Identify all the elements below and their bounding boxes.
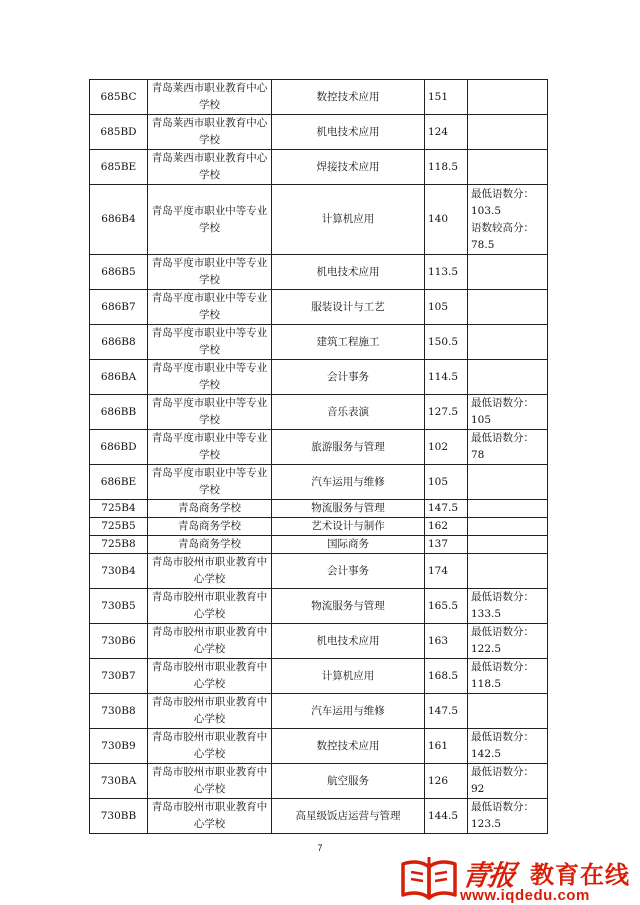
row-code: 725B5 (90, 518, 148, 536)
row-code: 686BE (90, 465, 148, 500)
row-school: 青岛莱西市职业教育中心学校 (148, 115, 272, 150)
table-row (90, 589, 548, 624)
row-score: 161 (425, 729, 468, 764)
row-code: 730B6 (90, 624, 148, 659)
row-score: 114.5 (425, 360, 468, 395)
row-code: 730BA (90, 764, 148, 799)
site-watermark (398, 853, 634, 903)
row-note (468, 255, 548, 290)
row-major: 旅游服务与管理 (272, 430, 425, 465)
row-school: 青岛商务学校 (148, 536, 272, 554)
watermark-title: 教育在线 (530, 861, 630, 889)
row-score: 168.5 (425, 659, 468, 694)
row-note (468, 290, 548, 325)
table-row (90, 659, 548, 694)
row-note (468, 536, 548, 554)
row-code: 730BB (90, 799, 148, 834)
row-major: 艺术设计与制作 (272, 518, 425, 536)
row-major: 物流服务与管理 (272, 589, 425, 624)
row-note: 最低语数分： 133.5 (468, 589, 548, 624)
row-score: 162 (425, 518, 468, 536)
row-note: 最低语数分： 103.5 语数较高分： 78.5 (468, 185, 548, 255)
row-note (468, 465, 548, 500)
row-score: 124 (425, 115, 468, 150)
row-score: 151 (425, 80, 468, 115)
row-score: 165.5 (425, 589, 468, 624)
row-code: 686BB (90, 395, 148, 430)
row-major: 会计事务 (272, 360, 425, 395)
table-row (90, 729, 548, 764)
row-major: 服装设计与工艺 (272, 290, 425, 325)
row-score: 126 (425, 764, 468, 799)
row-score: 105 (425, 465, 468, 500)
row-code: 725B8 (90, 536, 148, 554)
row-school: 青岛平度市职业中等专业学校 (148, 255, 272, 290)
row-score: 105 (425, 290, 468, 325)
row-school: 青岛市胶州市职业教育中心学校 (148, 589, 272, 624)
row-code: 730B5 (90, 589, 148, 624)
row-major: 机电技术应用 (272, 115, 425, 150)
row-score: 150.5 (425, 325, 468, 360)
row-code: 686B4 (90, 185, 148, 255)
watermark-url: www.iqdedu.com (460, 887, 590, 904)
page-number: 7 (317, 843, 323, 853)
row-school: 青岛市胶州市职业教育中心学校 (148, 729, 272, 764)
row-code: 725B4 (90, 500, 148, 518)
row-score: 140 (425, 185, 468, 255)
table-row (90, 554, 548, 589)
watermark-calligraphy: 青报 (459, 859, 517, 892)
row-score: 118.5 (425, 150, 468, 185)
row-note (468, 150, 548, 185)
row-major: 计算机应用 (272, 185, 425, 255)
row-school: 青岛平度市职业中等专业学校 (148, 360, 272, 395)
row-code: 685BE (90, 150, 148, 185)
row-score: 137 (425, 536, 468, 554)
row-major: 国际商务 (272, 536, 425, 554)
table-row (90, 624, 548, 659)
row-major: 机电技术应用 (272, 255, 425, 290)
row-major: 汽车运用与维修 (272, 465, 425, 500)
row-code: 730B4 (90, 554, 148, 589)
row-note: 最低语数分：105 (468, 395, 548, 430)
table-row (90, 500, 548, 518)
row-code: 730B7 (90, 659, 148, 694)
row-school: 青岛市胶州市职业教育中心学校 (148, 554, 272, 589)
row-code: 730B8 (90, 694, 148, 729)
row-major: 航空服务 (272, 764, 425, 799)
row-school: 青岛平度市职业中等专业学校 (148, 430, 272, 465)
row-code: 730B9 (90, 729, 148, 764)
row-code: 686BD (90, 430, 148, 465)
row-school: 青岛平度市职业中等专业学校 (148, 395, 272, 430)
row-major: 计算机应用 (272, 659, 425, 694)
row-school: 青岛商务学校 (148, 500, 272, 518)
row-major: 音乐表演 (272, 395, 425, 430)
row-note (468, 80, 548, 115)
table-row (90, 799, 548, 834)
table-row (90, 360, 548, 395)
row-code: 685BD (90, 115, 148, 150)
table-row (90, 465, 548, 500)
row-school: 青岛平度市职业中等专业学校 (148, 290, 272, 325)
row-school: 青岛市胶州市职业教育中心学校 (148, 694, 272, 729)
row-school: 青岛平度市职业中等专业学校 (148, 185, 272, 255)
row-score: 163 (425, 624, 468, 659)
row-school: 青岛平度市职业中等专业学校 (148, 325, 272, 360)
row-note (468, 554, 548, 589)
row-code: 686B7 (90, 290, 148, 325)
table-row (90, 395, 548, 430)
row-score: 102 (425, 430, 468, 465)
row-note (468, 360, 548, 395)
row-school: 青岛市胶州市职业教育中心学校 (148, 799, 272, 834)
row-school: 青岛市胶州市职业教育中心学校 (148, 764, 272, 799)
row-major: 会计事务 (272, 554, 425, 589)
row-note: 最低语数分： 142.5 (468, 729, 548, 764)
row-code: 685BC (90, 80, 148, 115)
row-note (468, 694, 548, 729)
row-note: 最低语数分： 122.5 (468, 624, 548, 659)
row-school: 青岛莱西市职业教育中心学校 (148, 80, 272, 115)
table-row (90, 518, 548, 536)
row-major: 焊接技术应用 (272, 150, 425, 185)
row-score: 147.5 (425, 500, 468, 518)
table-row (90, 115, 548, 150)
row-school: 青岛平度市职业中等专业学校 (148, 465, 272, 500)
row-code: 686B8 (90, 325, 148, 360)
row-major: 数控技术应用 (272, 729, 425, 764)
table-row (90, 764, 548, 799)
table-body (90, 80, 548, 834)
table-row (90, 536, 548, 554)
table-row (90, 185, 548, 255)
row-major: 汽车运用与维修 (272, 694, 425, 729)
table-row (90, 694, 548, 729)
row-note (468, 518, 548, 536)
row-code: 686BA (90, 360, 148, 395)
row-note: 最低语数分： 123.5 (468, 799, 548, 834)
row-note: 最低语数分：78 (468, 430, 548, 465)
row-school: 青岛市胶州市职业教育中心学校 (148, 624, 272, 659)
row-school: 青岛市胶州市职业教育中心学校 (148, 659, 272, 694)
row-score: 147.5 (425, 694, 468, 729)
row-note (468, 500, 548, 518)
row-score: 127.5 (425, 395, 468, 430)
row-note: 最低语数分： 118.5 (468, 659, 548, 694)
table-row (90, 255, 548, 290)
row-major: 高星级饭店运营与管理 (272, 799, 425, 834)
row-code: 686B5 (90, 255, 148, 290)
row-score: 113.5 (425, 255, 468, 290)
row-major: 建筑工程施工 (272, 325, 425, 360)
row-note (468, 325, 548, 360)
table-row (90, 325, 548, 360)
row-major: 数控技术应用 (272, 80, 425, 115)
row-school: 青岛莱西市职业教育中心学校 (148, 150, 272, 185)
table-row (90, 80, 548, 115)
admission-score-table (89, 79, 548, 834)
row-score: 144.5 (425, 799, 468, 834)
row-note (468, 115, 548, 150)
row-note: 最低语数分：92 (468, 764, 548, 799)
table-row (90, 430, 548, 465)
row-major: 物流服务与管理 (272, 500, 425, 518)
row-score: 174 (425, 554, 468, 589)
row-school: 青岛商务学校 (148, 518, 272, 536)
table-row (90, 150, 548, 185)
row-major: 机电技术应用 (272, 624, 425, 659)
book-logo-icon (398, 853, 460, 903)
table-row (90, 290, 548, 325)
